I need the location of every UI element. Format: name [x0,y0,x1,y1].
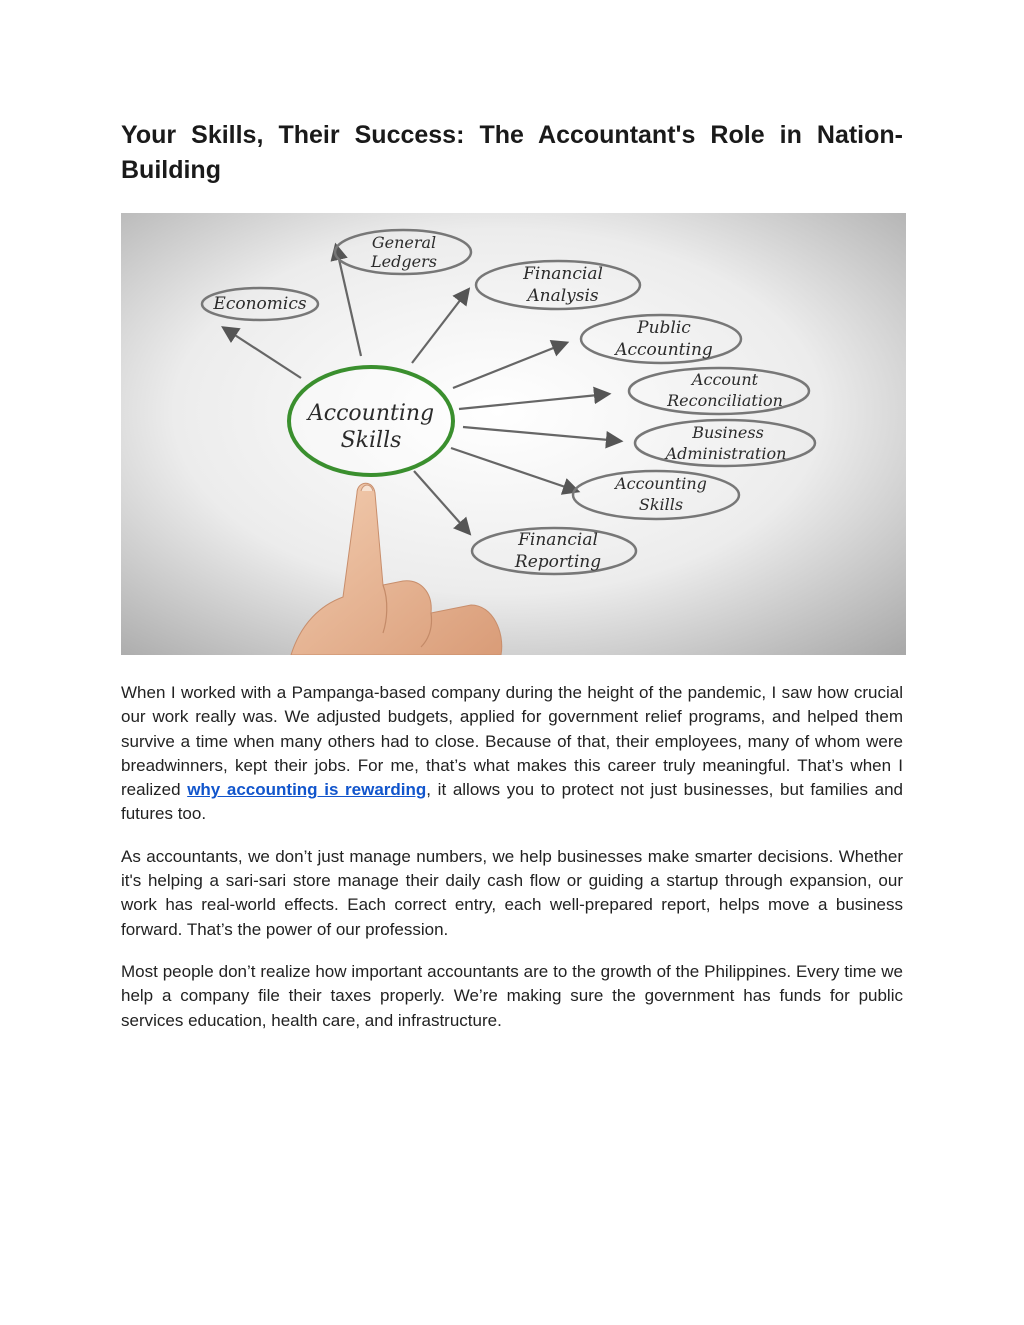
node-financial-analysis-line2: Analysis [527,286,599,306]
node-business-administration-line1: Business [692,423,764,442]
node-general-ledgers-line2: Ledgers [371,252,437,271]
why-accounting-is-rewarding-link[interactable]: why accounting is rewarding [187,780,427,800]
paragraph-1-text-before-link: When I worked with a Pampanga-based company during the height of the pandemic, I saw how crucial our work really was. We adjusted budgets, applied for government relief programs, and helped them survive a time when many others had to close. Because of that, their employees, many of whom were breadwinners, kept their jobs. For me, that’s what makes this career truly meaningful. That’s when I realized [121,683,903,800]
node-general-ledgers-line1: General [371,233,437,252]
node-business-administration-line2: Administration [665,444,787,463]
node-account-reconciliation-line2: Reconciliation [667,391,783,410]
accounting-skills-diagram-image [121,213,906,655]
node-accounting-skills-line1: Accounting [615,474,707,493]
center-label-line1: Accounting [307,401,435,426]
diagram-background [121,213,906,655]
paragraph-1 [121,681,903,827]
node-public-accounting-line2: Accounting [615,340,713,360]
article [121,118,903,1033]
node-financial-reporting-line2: Reporting [514,552,602,572]
paragraph-2: As accountants, we don’t just manage numbers, we help businesses make smarter decisions. Whether it's helping a sari-sari store manage their daily cash flow or guiding a startup through expansion, our work has real-world effects. Each correct entry, each well-prepared report, helps move a business forward. That’s the power of our profession. [121,846,903,939]
node-account-reconciliation-line1: Account [691,370,759,389]
node-economics: Economics [213,294,307,314]
paragraph-1-text-after-link: , it allows you to protect not just businesses, but families and futures too. [121,780,903,824]
node-public-accounting-line1: Public [637,318,691,338]
center-label-line2: Skills [340,428,402,453]
node-financial-reporting-line1: Financial [518,530,598,550]
paragraph-3: Most people don’t realize how important accountants are to the growth of the Philippines. Every time we help a company file their taxes properly. We’re making sure the government has funds for public services education, health care, and infrastructure. [121,961,903,1030]
node-financial-analysis-line1: Financial [523,264,603,284]
node-accounting-skills-line2: Skills [638,495,684,514]
page-title: Your Skills, Their Success: The Accountant's Role in Nation-Building [121,121,903,184]
